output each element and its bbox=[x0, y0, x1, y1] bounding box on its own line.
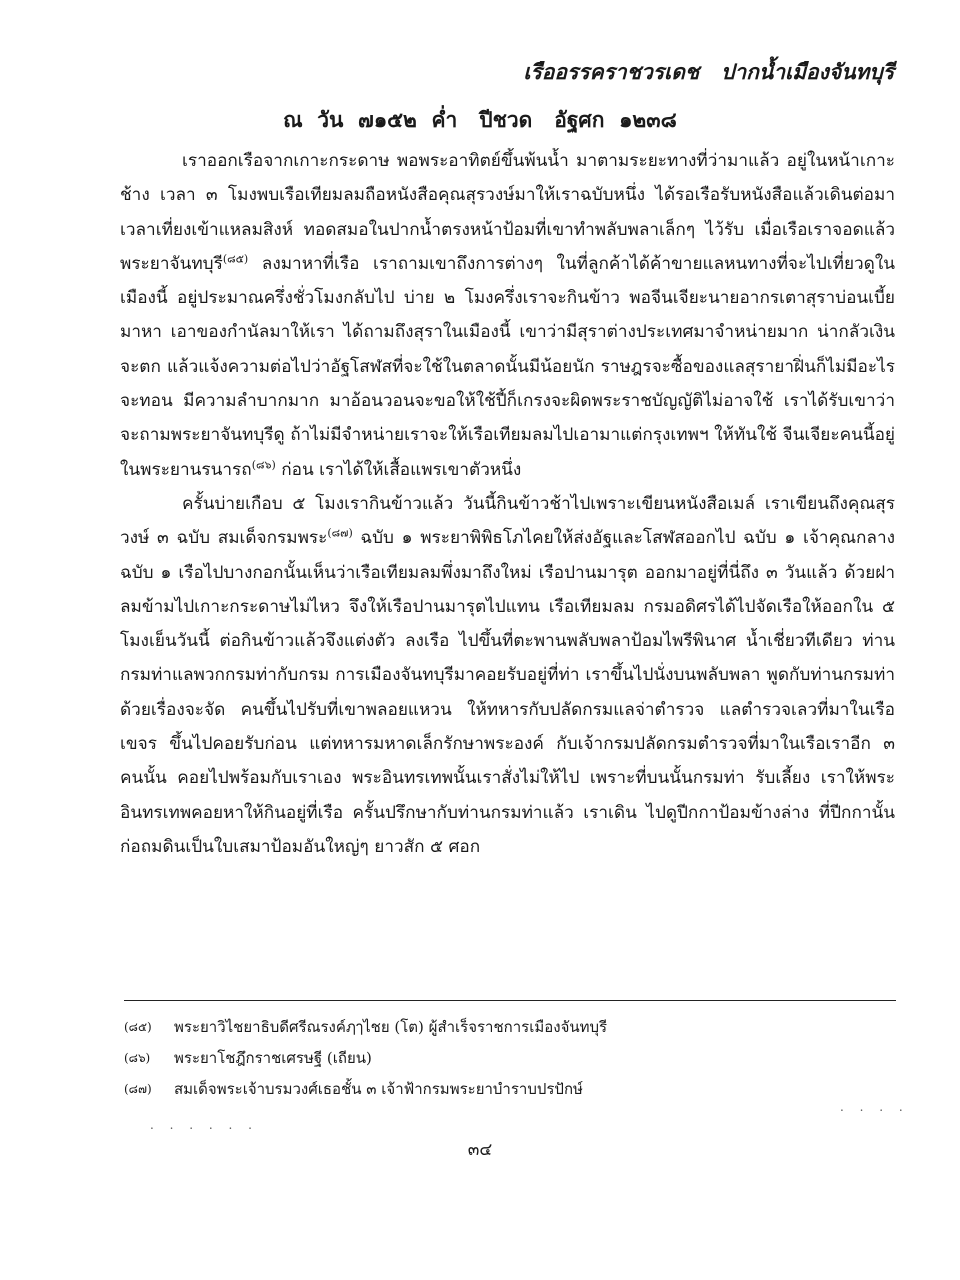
date-heading: ณ วัน ๗๑๕๒ ค่ำ ปีชวด อัฐศก ๑๒๓๘ bbox=[283, 107, 677, 132]
footnote-number: (๘๕) bbox=[124, 1020, 152, 1034]
running-header: เรืออรรคราชวรเดช ปากน้ำเมืองจันทบุรี bbox=[523, 59, 894, 84]
footnote-ref-86[interactable]: (๘๖) bbox=[251, 457, 276, 471]
body-text bbox=[120, 144, 895, 864]
footnote-item bbox=[124, 1074, 896, 1105]
paragraph-text: เราออกเรือจากเกาะกระดาษ พอพระอาทิตย์ขึ้นพ้นน้ำ มาตามระยะทางที่ว่ามาแล้ว อยู่ในหน้าเกาะช้าง เวลา ๓ โมงพบเรือเทียมลมถือหนังสือคุณสุรวงษ์มาให้เราฉบับหนึ่ง ได้รอเรือรับหนังสือแล้วเดินต่อมา เวลาเที่ยงเข้าแหลมสิงห์ ทอดสมอในปากน้ำตรงหน้าป้อมที่เขาทำพลับพลาเล็กๆ ไว้รับ เมื่อเรือเราจอดแล้วพระยาจันทบุรี bbox=[120, 151, 895, 274]
scan-speckles: . . . . bbox=[840, 1100, 909, 1114]
page-number: ๓๔ bbox=[467, 1140, 493, 1160]
footnote-text: พระยาวิไชยาธิบดีศรีณรงค์ฦๅไชย (โต) ผู้สำเร็จราชการเมืองจันทบุรี bbox=[174, 1018, 608, 1036]
footnote-divider bbox=[124, 1000, 896, 1001]
paragraph-text: ก่อน เราได้ให้เสื้อแพรเขาตัวหนึ่ง bbox=[275, 459, 522, 480]
footnote-number: (๘๖) bbox=[124, 1051, 151, 1065]
footnote-item bbox=[124, 1012, 896, 1043]
footnote-text: สมเด็จพระเจ้าบรมวงศ์เธอชั้น ๓ เจ้าฟ้ากรมพระยาบำราบปรปักษ์ bbox=[174, 1080, 583, 1098]
footnotes bbox=[124, 1012, 896, 1105]
paragraph-text: ฉบับ ๑ พระยาพิพิธโภไคยให้ส่งอัฐและโสฬสออกไป ฉบับ ๑ เจ้าคุณกลางฉบับ ๑ เรือไปบางกอกนั้นเห็นว่าเรือเทียมลมพึ่งมาถึงใหม่ เรือปานมารุต ออกมาอยู่ที่นี่ถึง ๓ วันแล้ว ด้วยฝาลมข้ามไปเกาะกระดาษไม่ไหว จึงให้เรือปานมารุตไปแทน เรือเทียมลม กรมอดิศรได้ไปจัดเรือให้ออกใน ๕ โมงเย็นวันนี้ ต่อกินข้าวแล้วจึงแต่งตัว ลงเรือ ไปขึ้นที่ตะพานพลับพลาป้อมไพรีพินาศ น้ำเชี่ยวทีเดียว ท่านกรมท่าแลพวกกรมท่ากับกรม การเมืองจันทบุรีมาคอยรับอยู่ที่ท่า เราขึ้นไปนั่งบนพลับพลา พูดกับท่านกรมท่าด้วยเรื่องจะจัด คนขึ้นไปรับที่เขาพลอยแหวน ให้ทหารกับปลัดกรมแลจ่าตำรวจ แลตำรวจเลวที่มาในเรือเขจร ขึ้นไปคอยรับก่อน แต่ทหารมหาดเล็กรักษาพระองค์ กับเจ้ากรมปลัดกรมตำรวจที่มาในเรือเราอีก ๓ คนนั้น คอยไปพร้อมกับเราเอง พระอินทรเทพนั้นเราสั่งไม่ให้ไป เพราะที่บนนั้นกรมท่า รับเลี้ยง เราให้พระอินทรเทพคอยหาให้กินอยู่ที่เรือ ครั้นปรึกษากับท่านกรมท่าแล้ว เราเดิน ไปดูปีกกาป้อมข้างล่าง ที่ปีกกานั้นก่อถมดินเป็นใบเสมาป้อมอันใหญ่ๆ ยาวสัก ๕ ศอก bbox=[120, 528, 895, 857]
footnote-item bbox=[124, 1043, 896, 1074]
paragraph-text: ลงมาหาที่เรือ เราถามเขาถึงการต่างๆ ในที่ลูกค้าได้ค้าขายแลหนทางที่จะไปเที่ยวดูในเมืองนี้ อยู่ประมาณครึ่งชั่วโมงกลับไป บ่าย ๒ โมงครึ่งเราจะกินข้าว พอจีนเจียะนายอากรเตาสุราบ่อนเบี้ยมาหา เอาของกำนัลมาให้เรา ได้ถามถึงสุราในเมืองนี้ เขาว่ามีสุราต่างประเทศมาจำหน่ายมาก น่ากลัวเงินจะตก แล้วแจ้งความต่อไปว่าอัฐโสฬสที่จะใช้ในตลาดนั้นมีน้อยนัก ราษฎรจะซื้อของแลสุรายาฝิ่นก็ไม่มีอะไรจะทอน มีความลำบากมาก มาอ้อนวอนจะขอให้ใช้ปี้ก็เกรงจะผิดพระราชบัญญัติไม่อาจใช้ เราได้รับเขาว่าจะถามพระยาจันทบุรีดู ถ้าไม่มีจำหน่ายเราจะให้เรือเทียมลมไปเอามาแต่กรุงเทพฯ ให้ทันใช้ จีนเจียะคนนี้อยู่ในพระยานรนารถ bbox=[120, 253, 895, 480]
footnote-text: พระยาโชฎึกราชเศรษฐี (เถียน) bbox=[174, 1049, 372, 1067]
paragraph-1 bbox=[120, 144, 895, 487]
paragraph-2 bbox=[120, 487, 895, 864]
scan-speckles: . . . . . . bbox=[150, 1118, 258, 1132]
footnote-number: (๘๗) bbox=[124, 1082, 152, 1096]
footnote-ref-87[interactable]: (๘๗) bbox=[327, 526, 353, 540]
footnote-ref-85[interactable]: (๘๕) bbox=[222, 252, 249, 266]
paragraph-text: ครั้นบ่ายเกือบ ๕ โมงเรากินข้าวแล้ว วันนี้กินข้าวช้าไปเพราะเขียนหนังสือเมล์ เราเขียนถึงคุณสุรวงษ์ ๓ ฉบับ สมเด็จกรมพระ bbox=[120, 493, 895, 549]
